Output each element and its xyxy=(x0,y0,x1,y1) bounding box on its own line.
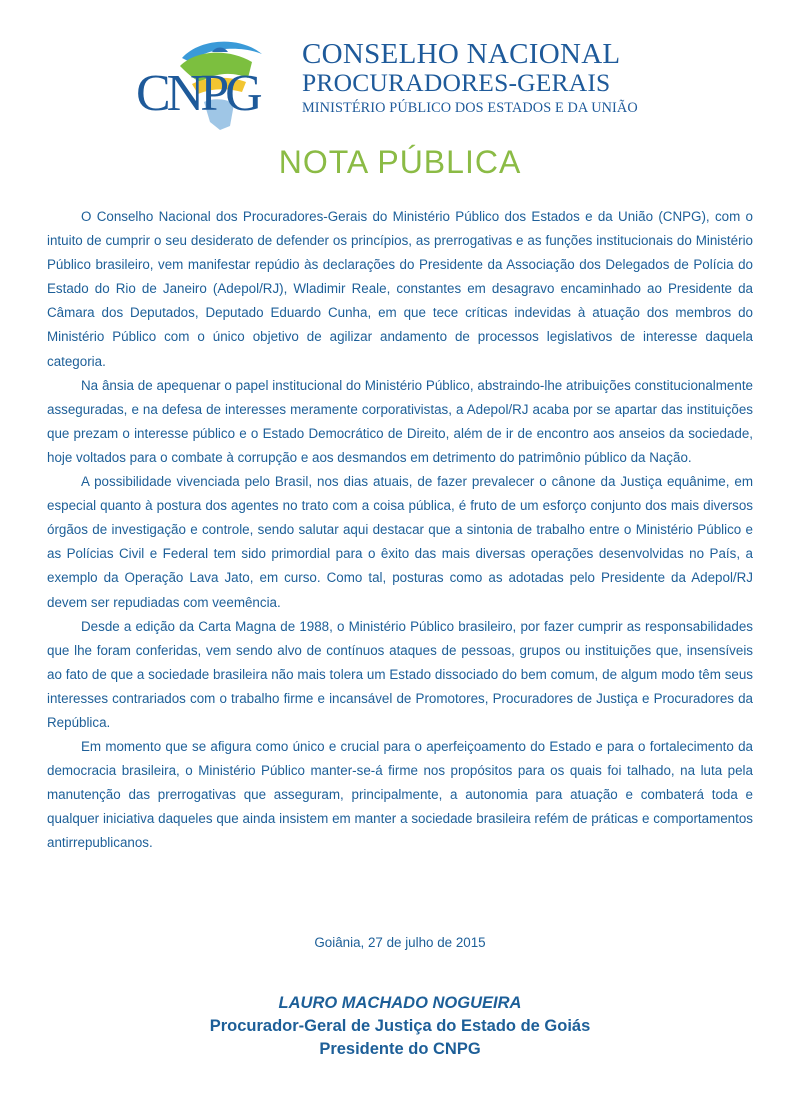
letterhead xyxy=(130,32,690,132)
paragraph-2: Na ânsia de apequenar o papel institucional do Ministério Público, abstraindo-lhe atribuições constitucionalmente asseguradas, e na defesa de interesses meramente corporativistas, a Adepol/RJ acaba por se apartar das instituições que prezam o interesse público e o Estado Democrático de Direito, além de ir de encontro aos anseios da sociedade, hoje voltados para o combate à corrupção e aos desmandos em detrimento do patrimônio público da Nação. xyxy=(47,377,753,465)
org-subtitle: MINISTÉRIO PÚBLICO DOS ESTADOS E DA UNIÃO xyxy=(302,99,638,116)
paragraph-3: A possibilidade vivenciada pelo Brasil, nos dias atuais, de fazer prevalecer o cânone da Justiça equânime, em especial quanto à postura dos agentes no trato com a coisa pública, é fruto de um esforço conjunto dos mais diversos órgãos de investigação e controle, sendo salutar aqui destacar que a sintonia de trabalho entre o Ministério Público e as Polícias Civil e Federal tem sido primordial para o êxito das mais diversas operações desenvolvidas no País, a exemplo da Operação Lava Jato, em curso. Como tal, posturas como as adotadas pelo Presidente da Adepol/RJ devem ser repudiadas com veemência. xyxy=(47,474,753,610)
org-name-line1: CONSELHO NACIONAL xyxy=(302,38,621,70)
date-line: Goiânia, 27 de julho de 2015 xyxy=(314,935,486,950)
document-title: NOTA PÚBLICA xyxy=(278,144,522,180)
org-name-line2: PROCURADORES-GERAIS xyxy=(302,68,611,97)
paragraph-4: Desde a edição da Carta Magna de 1988, o Ministério Público brasileiro, por fazer cumprir as responsabilidades que lhe foram conferidas, vem sendo alvo de contínuos ataques de pessoas, grupos ou instituições que, insensíveis ao fato de que a sociedade brasileira não mais tolera um Estado dissociado do bem comum, de algum modo têm seus interesses contrariados com o trabalho firme e incansável de Promotores, Procuradores de Justiça e Procuradores da República. xyxy=(47,618,753,730)
signature-block xyxy=(0,992,800,1061)
document-body xyxy=(47,205,753,856)
paragraph-1: O Conselho Nacional dos Procuradores-Gerais do Ministério Público dos Estados e da União (CNPG), com o intuito de cumprir o seu desiderato de defender os princípios, as prerrogativas e as funções institucionais do Ministério Público brasileiro, vem manifestar repúdio às declarações do Presidente da Associação dos Delegados de Polícia do Estado do Rio de Janeiro (Adepol/RJ), Wladimir Reale, constantes em desagravo encaminhado ao Presidente da Câmara dos Deputados, Deputado Eduardo Cunha, em que tece críticas indevidas à atuação dos membros do Ministério Público com o único objetivo de agilizar andamento de processos legislativos de interesse daquela categoria. xyxy=(47,209,753,369)
cnpg-logo xyxy=(130,32,290,132)
organization-name xyxy=(302,40,692,115)
paragraph-5: Em momento que se afigura como único e crucial para o aperfeiçoamento do Estado e para o fortalecimento da democracia brasileira, o Ministério Público manter-se-á firme nos propósitos para os quais foi talhado, na luta pela manutenção das prerrogativas que asseguram, principalmente, a autonomia para atuação e combaterá toda e qualquer iniciativa daqueles que ainda insistem em manter a sociedade brasileira refém de práticas e comportamentos antirrepublicanos. xyxy=(47,739,753,851)
signatory-name: LAURO MACHADO NOGUEIRA xyxy=(278,994,522,1012)
signatory-title: Procurador-Geral de Justiça do Estado de Goiás xyxy=(209,1017,591,1035)
signatory-role: Presidente do CNPG xyxy=(319,1040,481,1058)
logo-wordmark: CNPG xyxy=(136,65,259,122)
